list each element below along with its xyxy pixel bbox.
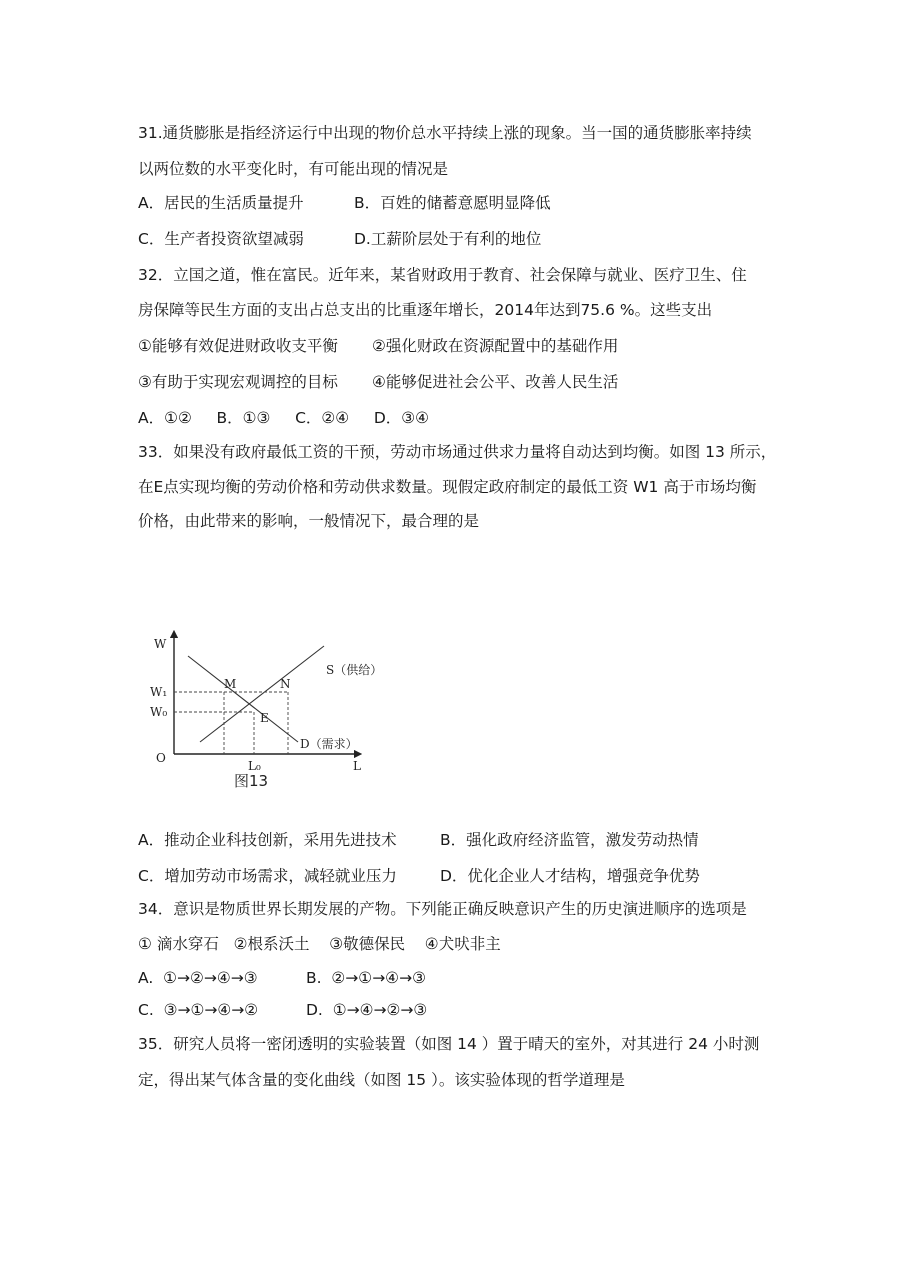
q31-stem-line1: 31.通货膨胀是指经济运行中出现的物价总水平持续上涨的现象。当一国的通货膨胀率持续 <box>138 124 752 142</box>
q34-option-a: A. ①→②→④→③ <box>138 969 258 987</box>
q33-stem-line2: 在E点实现均衡的劳动价格和劳动供求数量。现假定政府制定的最低工资 W1 高于市场均衡 <box>138 478 757 496</box>
q34-items: ① 滴水穿石 ②根系沃土 ③敬德保民 ④犬吠非主 <box>138 935 501 953</box>
q33-option-d: D．优化企业人才结构，增强竞争优势 <box>440 867 700 885</box>
supply-label: S（供给） <box>326 663 383 677</box>
demand-line <box>188 656 298 742</box>
q32-options: A．①② B．①③ C．②④ D．③④ <box>138 409 430 427</box>
origin-label: O <box>156 751 166 765</box>
demand-label: D（需求） <box>300 737 358 751</box>
q35-stem-line1: 35．研究人员将一密闭透明的实验装置（如图 14 ）置于晴天的室外，对其进行 24 小时测 <box>138 1035 760 1053</box>
q33-option-b: B．强化政府经济监管，激发劳动热情 <box>440 831 699 849</box>
q32-item-1: ①能够有效促进财政收支平衡 <box>138 337 338 355</box>
q34-option-d: D. ①→④→②→③ <box>306 1001 428 1019</box>
q32-stem-line1: 32．立国之道，惟在富民。近年来，某省财政用于教育、社会保障与就业、医疗卫生、住 <box>138 266 747 284</box>
q32-item-3: ③有助于实现宏观调控的目标 <box>138 373 338 391</box>
figure-caption: 图13 <box>234 772 269 790</box>
l0-label: L₀ <box>248 759 261 773</box>
point-m-label: M <box>224 677 237 691</box>
figure-13-supply-demand-diagram <box>148 626 388 794</box>
q32-stem-line2: 房保障等民生方面的支出占总支出的比重逐年增长，2014年达到75.6 %。这些支出 <box>138 301 713 319</box>
q33-stem-line3: 价格，由此带来的影响，一般情况下，最合理的是 <box>138 512 480 530</box>
q32-item-4: ④能够促进社会公平、改善人民生活 <box>372 373 619 391</box>
q33-option-c: C．增加劳动市场需求，减轻就业压力 <box>138 867 397 885</box>
q31-option-a: A．居民的生活质量提升 <box>138 194 304 212</box>
w0-label: W₀ <box>150 705 168 719</box>
q32-item-2: ②强化财政在资源配置中的基础作用 <box>372 337 619 355</box>
axis-label-w: W <box>154 637 167 651</box>
q31-option-c: C．生产者投资欲望减弱 <box>138 230 304 248</box>
q31-stem-line2: 以两位数的水平变化时，有可能出现的情况是 <box>138 160 449 178</box>
q34-option-b: B. ②→①→④→③ <box>306 969 426 987</box>
q33-option-a: A．推动企业科技创新，采用先进技术 <box>138 831 397 849</box>
q31-option-b: B．百姓的储蓄意愿明显降低 <box>354 194 551 212</box>
point-e-label: E <box>260 711 269 725</box>
w1-label: W₁ <box>150 685 168 699</box>
axis-label-l: L <box>353 759 361 773</box>
figure-13-svg <box>148 626 388 794</box>
q35-stem-line2: 定，得出某气体含量的变化曲线（如图 15 ）。该实验体现的哲学道理是 <box>138 1071 625 1089</box>
point-n-label: N <box>280 677 291 691</box>
supply-line <box>200 646 324 742</box>
q34-stem: 34．意识是物质世界长期发展的产物。下列能正确反映意识产生的历史演进顺序的选项是 <box>138 900 747 918</box>
q33-stem-line1: 33．如果没有政府最低工资的干预，劳动市场通过供求力量将自动达到均衡。如图 13 所示， <box>138 443 777 461</box>
q31-option-d: D.工薪阶层处于有利的地位 <box>354 230 542 248</box>
q34-option-c: C. ③→①→④→② <box>138 1001 259 1019</box>
